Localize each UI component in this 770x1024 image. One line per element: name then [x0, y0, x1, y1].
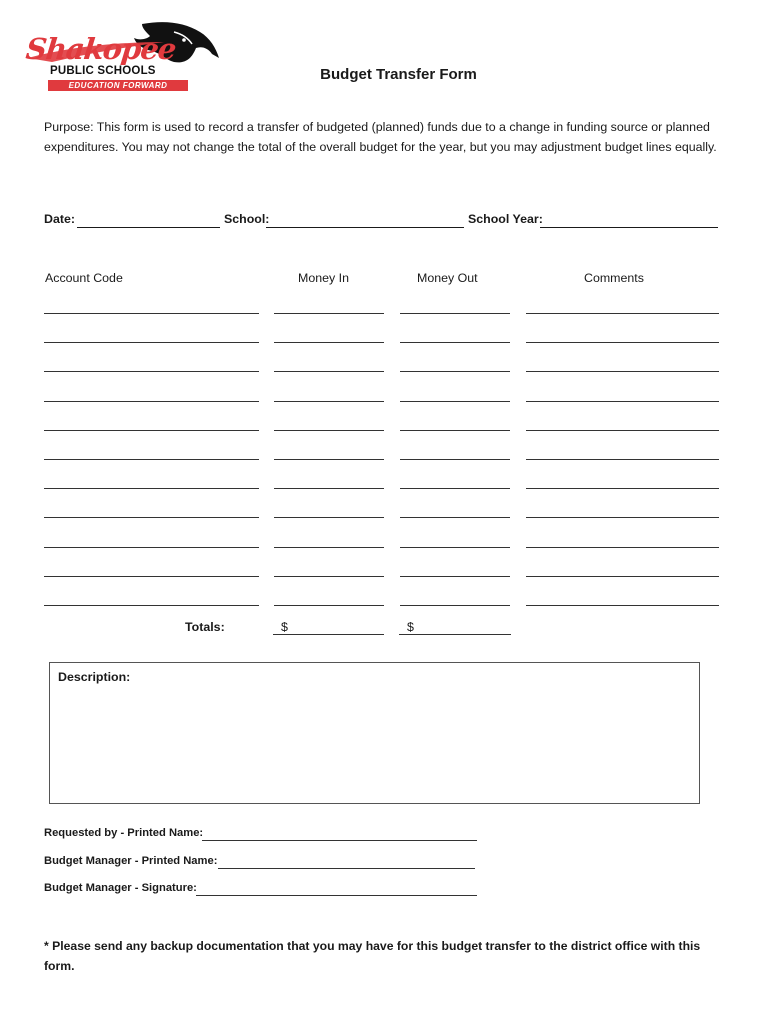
school-label: School:	[224, 212, 270, 226]
account-code-field[interactable]	[44, 517, 259, 518]
col-header-money-in: Money In	[298, 271, 349, 285]
comments-field[interactable]	[526, 313, 719, 314]
money-out-field[interactable]	[400, 547, 510, 548]
money-out-field[interactable]	[400, 517, 510, 518]
form-title: Budget Transfer Form	[320, 66, 477, 83]
money-out-field[interactable]	[400, 430, 510, 431]
manager-signature-label: Budget Manager - Signature:	[44, 882, 197, 894]
money-out-field[interactable]	[400, 459, 510, 460]
logo-subtitle: PUBLIC SCHOOLS	[50, 65, 156, 77]
date-label: Date:	[44, 212, 75, 226]
money-in-field[interactable]	[274, 576, 384, 577]
money-out-field[interactable]	[400, 605, 510, 606]
footnote: * Please send any backup documentation that you may have for this budget transfer to the district office with this form.	[44, 939, 701, 973]
money-in-field[interactable]	[274, 547, 384, 548]
comments-field[interactable]	[526, 371, 719, 372]
money-in-field[interactable]	[274, 401, 384, 402]
school-year-label: School Year:	[468, 212, 543, 226]
comments-field[interactable]	[526, 488, 719, 489]
money-out-field[interactable]	[400, 371, 510, 372]
col-header-money-out: Money Out	[417, 271, 478, 285]
account-code-field[interactable]	[44, 371, 259, 372]
money-in-field[interactable]	[274, 342, 384, 343]
manager-printed-label: Budget Manager - Printed Name:	[44, 855, 218, 867]
money-out-total-field[interactable]	[399, 634, 511, 635]
account-code-field[interactable]	[44, 313, 259, 314]
comments-field[interactable]	[526, 605, 719, 606]
school-field[interactable]	[266, 227, 464, 228]
account-code-field[interactable]	[44, 547, 259, 548]
district-logo	[24, 18, 224, 96]
logo-wordmark: Shakopee	[24, 32, 178, 66]
money-in-field[interactable]	[274, 313, 384, 314]
manager-printed-field[interactable]	[218, 868, 475, 869]
account-code-field[interactable]	[44, 430, 259, 431]
money-out-total-currency: $	[407, 620, 414, 634]
description-label: Description:	[58, 670, 131, 684]
account-code-field[interactable]	[44, 342, 259, 343]
comments-field[interactable]	[526, 401, 719, 402]
school-year-field[interactable]	[540, 227, 718, 228]
money-out-field[interactable]	[400, 342, 510, 343]
logo-tagline: EDUCATION FORWARD	[48, 80, 188, 91]
comments-field[interactable]	[526, 547, 719, 548]
comments-field[interactable]	[526, 576, 719, 577]
money-in-field[interactable]	[274, 488, 384, 489]
description-field[interactable]	[49, 662, 700, 804]
comments-field[interactable]	[526, 342, 719, 343]
money-in-field[interactable]	[274, 371, 384, 372]
col-header-account-code: Account Code	[45, 271, 123, 285]
date-field[interactable]	[77, 227, 220, 228]
money-in-field[interactable]	[274, 459, 384, 460]
account-code-field[interactable]	[44, 576, 259, 577]
account-code-field[interactable]	[44, 605, 259, 606]
manager-signature-field[interactable]	[196, 895, 477, 896]
comments-field[interactable]	[526, 459, 719, 460]
money-out-field[interactable]	[400, 488, 510, 489]
money-out-field[interactable]	[400, 313, 510, 314]
money-in-total-field[interactable]	[273, 634, 384, 635]
money-in-total-currency: $	[281, 620, 288, 634]
comments-field[interactable]	[526, 430, 719, 431]
account-code-field[interactable]	[44, 401, 259, 402]
money-out-field[interactable]	[400, 401, 510, 402]
money-in-field[interactable]	[274, 517, 384, 518]
account-code-field[interactable]	[44, 459, 259, 460]
money-in-field[interactable]	[274, 605, 384, 606]
col-header-comments: Comments	[584, 271, 644, 285]
requested-by-field[interactable]	[202, 840, 477, 841]
money-in-field[interactable]	[274, 430, 384, 431]
account-code-field[interactable]	[44, 488, 259, 489]
money-out-field[interactable]	[400, 576, 510, 577]
totals-label: Totals:	[185, 620, 225, 634]
purpose-text: Purpose: This form is used to record a transfer of budgeted (planned) funds due to a change in funding source or planned expenditures. You may not change the total of the overall budget for the year, but you may adjustment budget lines equally.	[44, 120, 717, 154]
comments-field[interactable]	[526, 517, 719, 518]
requested-by-label: Requested by - Printed Name:	[44, 827, 204, 839]
